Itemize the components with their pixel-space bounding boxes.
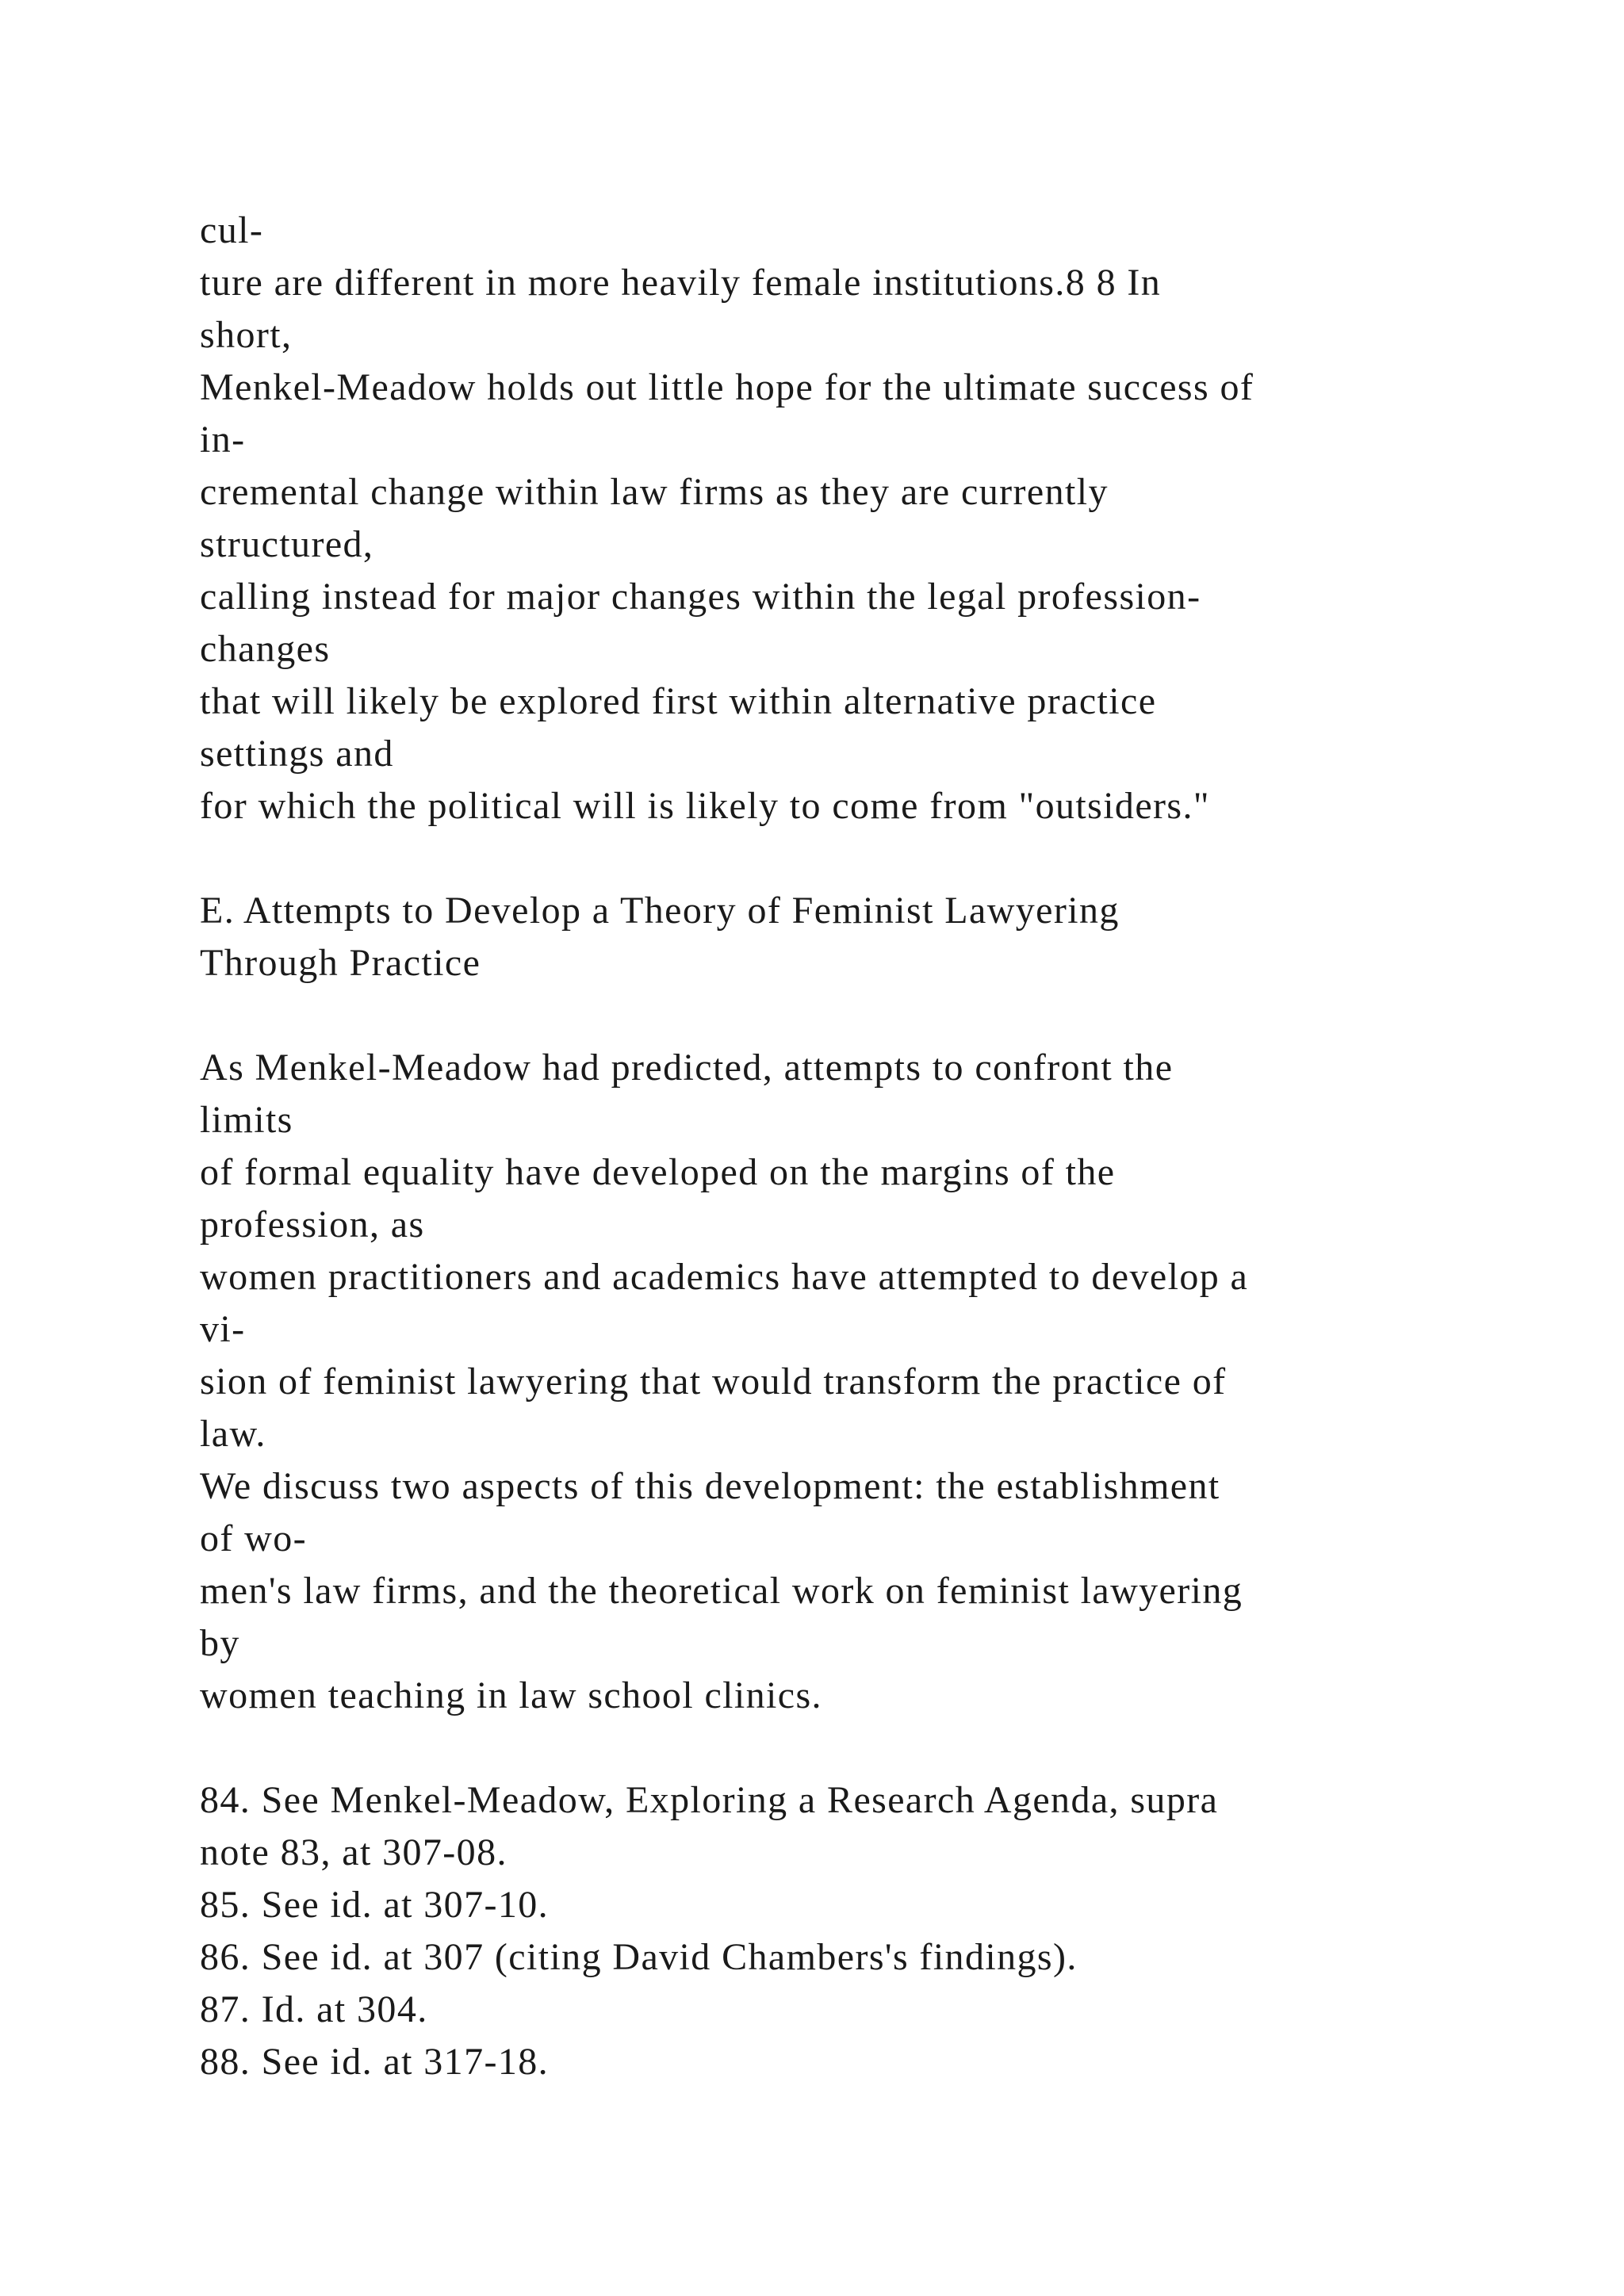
section-line: by xyxy=(200,1622,240,1664)
body-line: cul- xyxy=(200,209,264,251)
body-line: Menkel-Meadow holds out little hope for the ultimate success of xyxy=(200,366,1254,408)
body-line: in- xyxy=(200,419,246,461)
body-line: settings and xyxy=(200,733,394,775)
section-line: women practitioners and academics have attempted to develop a xyxy=(200,1256,1249,1298)
section-heading-line: E. Attempts to Develop a Theory of Feminist Lawyering xyxy=(200,890,1120,932)
footnote-line: 87. Id. at 304. xyxy=(200,1988,428,2030)
footnotes xyxy=(200,1774,1548,2088)
body-line: short, xyxy=(200,314,293,356)
document-text xyxy=(200,205,1548,2088)
section-heading-line: Through Practice xyxy=(200,942,481,984)
footnote-line: 86. See id. at 307 (citing David Chambers's findings). xyxy=(200,1936,1078,1978)
footnote-line: note 83, at 307-08. xyxy=(200,1831,508,1873)
body-line: changes xyxy=(200,628,331,670)
section-line: of formal equality have developed on the margins of the xyxy=(200,1151,1116,1193)
section-line: vi- xyxy=(200,1308,246,1350)
body-line: structured, xyxy=(200,523,374,565)
footnote-line: 88. See id. at 317-18. xyxy=(200,2041,550,2083)
paragraph-spacer xyxy=(200,832,1548,885)
section-line: law. xyxy=(200,1413,266,1455)
footnote-line: 85. See id. at 307-10. xyxy=(200,1884,550,1926)
section-line: sion of feminist lawyering that would transform the practice of xyxy=(200,1360,1227,1402)
section-line: As Menkel-Meadow had predicted, attempts to confront the xyxy=(200,1047,1174,1089)
section-line: of wo- xyxy=(200,1517,308,1559)
section-heading xyxy=(200,885,1548,989)
section-line: We discuss two aspects of this development: the establishment xyxy=(200,1465,1220,1507)
body-line: for which the political will is likely to come from "outsiders." xyxy=(200,785,1210,827)
paragraph-spacer xyxy=(200,989,1548,1042)
body-paragraph xyxy=(200,205,1548,832)
footnote-line: 84. See Menkel-Meadow, Exploring a Research Agenda, supra xyxy=(200,1779,1219,1821)
section-line: profession, as xyxy=(200,1203,425,1246)
section-line: limits xyxy=(200,1099,293,1141)
paragraph-spacer xyxy=(200,1722,1548,1774)
section-line: men's law firms, and the theoretical work on feminist lawyering xyxy=(200,1570,1243,1612)
body-line: that will likely be explored first within alternative practice xyxy=(200,680,1157,722)
section-line: women teaching in law school clinics. xyxy=(200,1674,822,1716)
section-paragraph xyxy=(200,1042,1548,1722)
body-line: calling instead for major changes within the legal profession- xyxy=(200,576,1201,618)
body-line: ture are different in more heavily female institutions.8 8 In xyxy=(200,262,1162,304)
body-line: cremental change within law firms as they are currently xyxy=(200,471,1109,513)
